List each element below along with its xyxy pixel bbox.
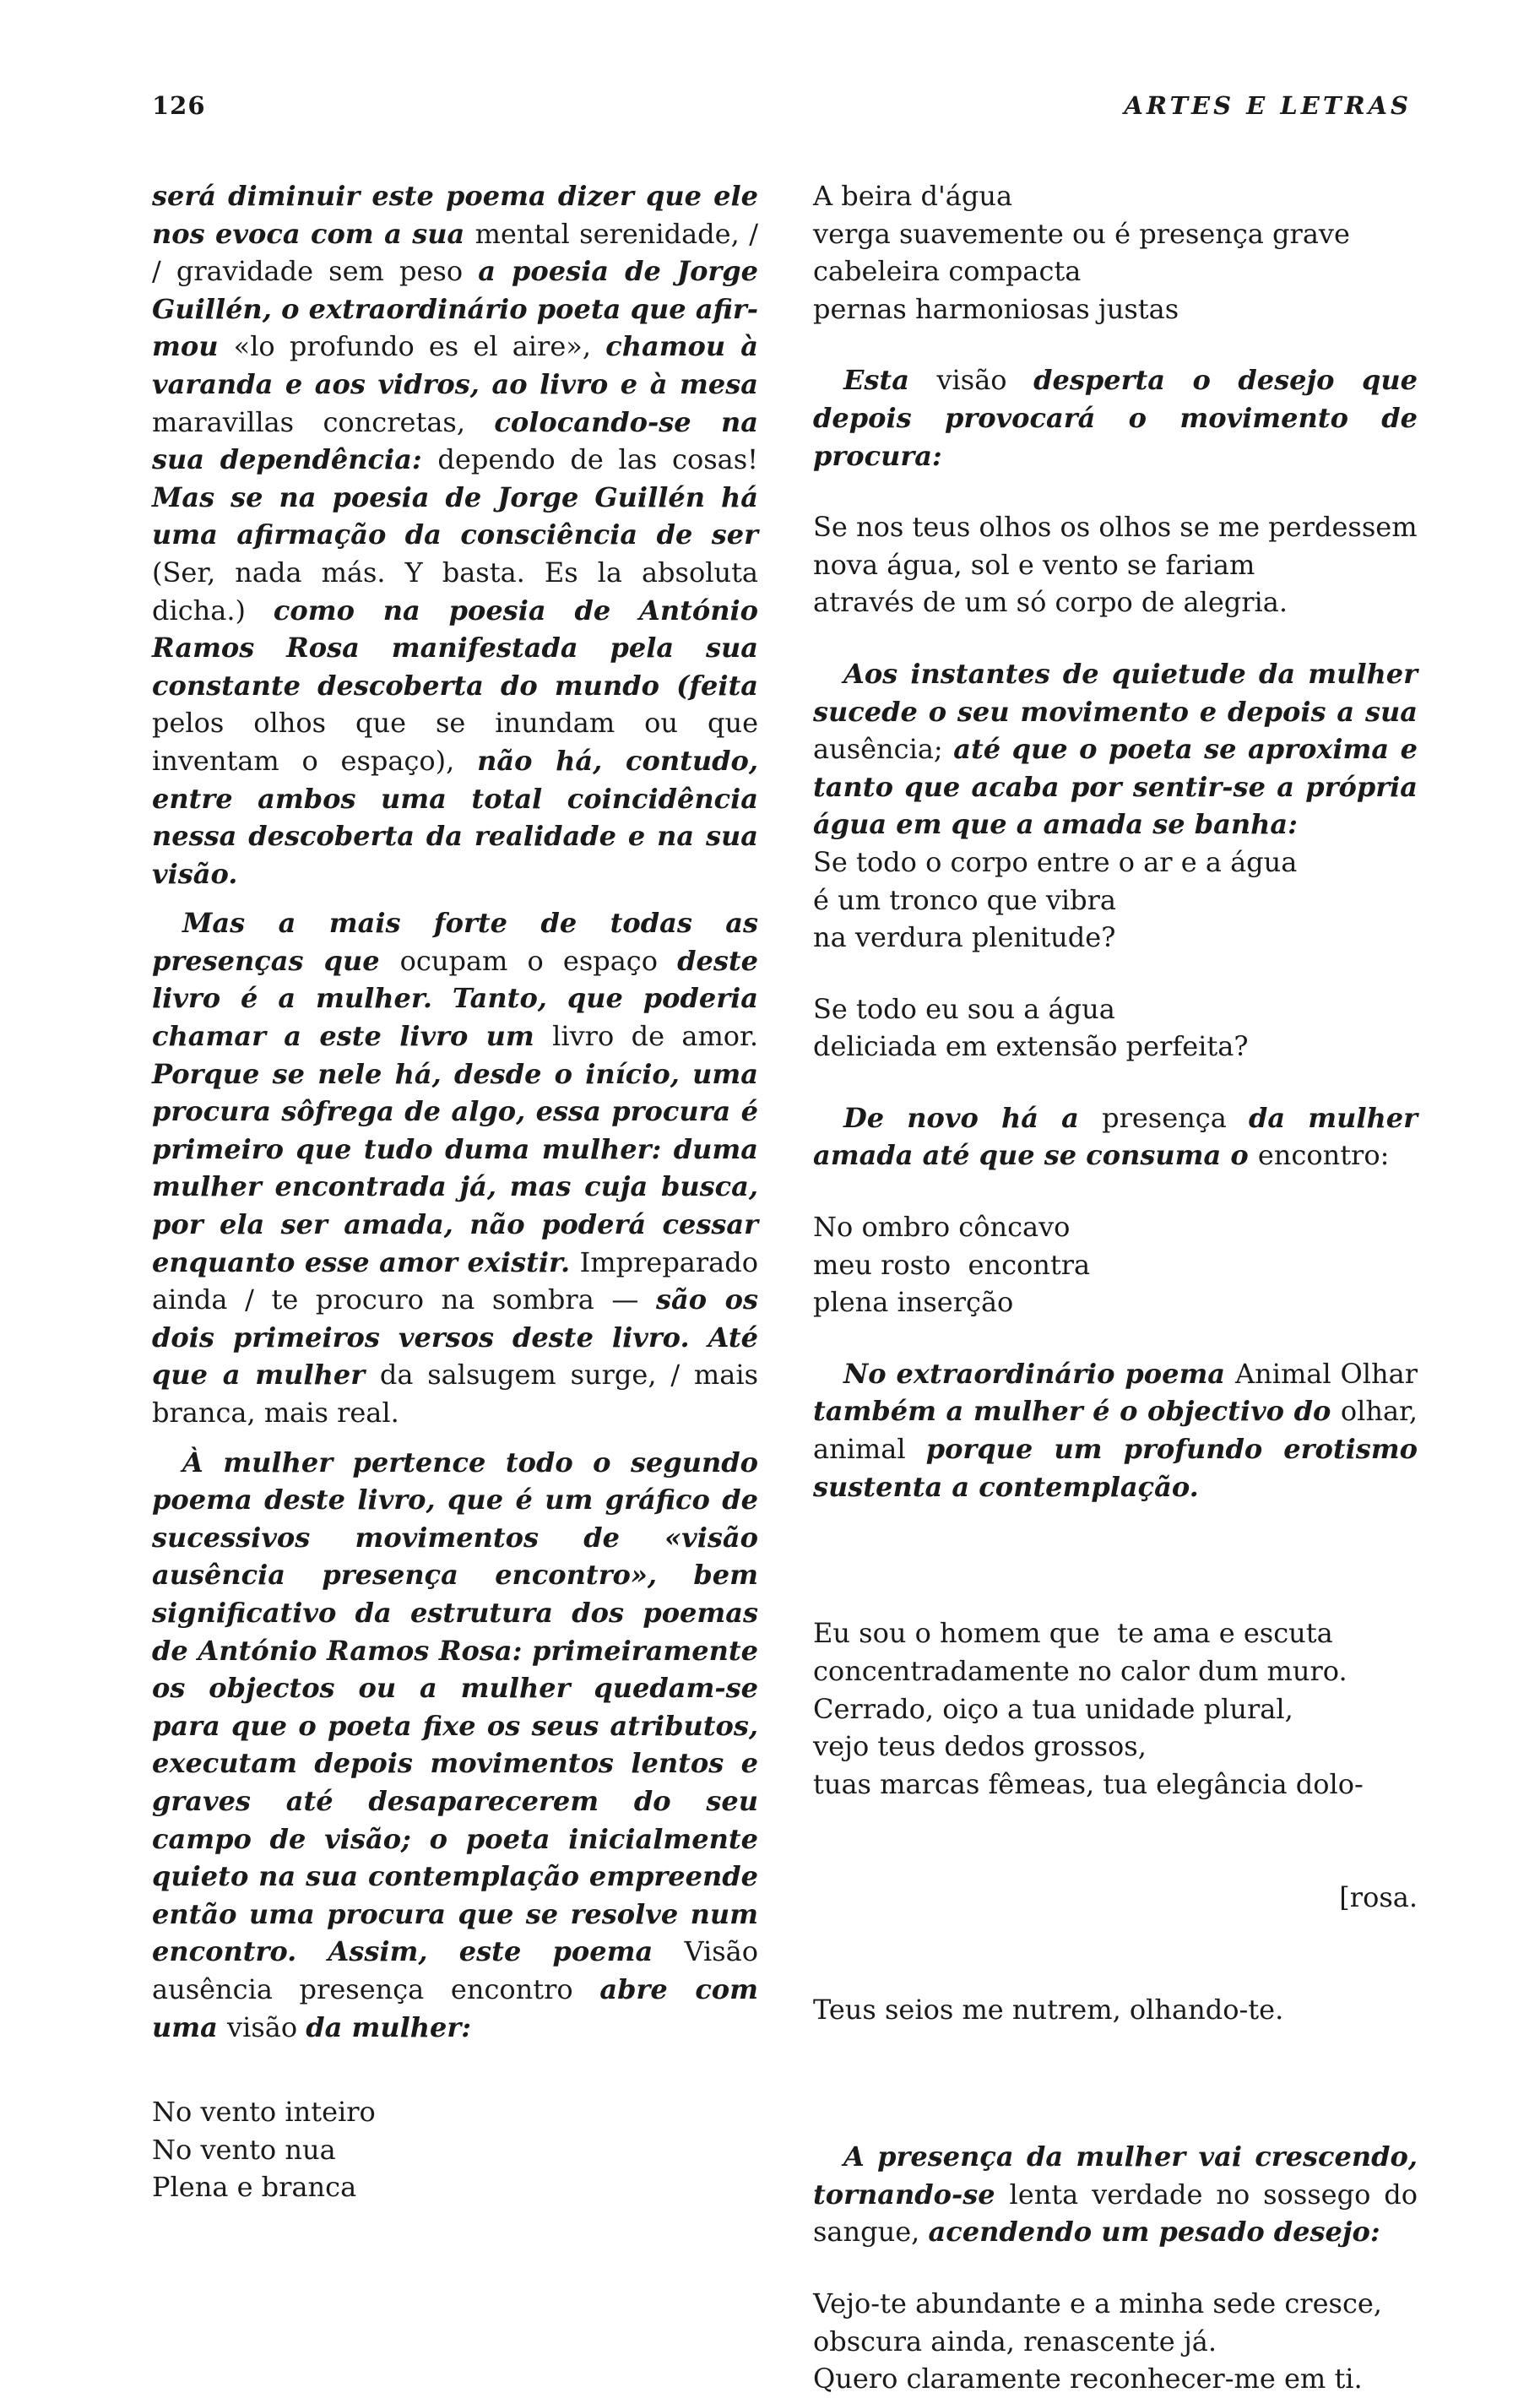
text-run: desperta o desejo que depois provocará o movimento de procura:: [813, 364, 1418, 472]
text-run: No extraordinário poema: [843, 1357, 1235, 1390]
page-number: 126: [152, 91, 206, 120]
text-run: Mas se na poesia de Jorge Guillén há uma afirmação da consciência de ser: [152, 480, 758, 551]
text-run: À mulher pertence todo o segundo poema deste livro, que é um gráfico de sucessivos movimentos de «visão ausência presença encontro», bem significativo da estrutura dos poemas de António Ramos Rosa: primeiramente os objectos ou a mulher quedam-se para que o poeta fixe os seus atributos, executam depois movimentos lentos e graves até desaparecerem do seu campo de visão; o poeta inicialmente quieto na sua contemplação empreende então uma procura que se resolve num encontro. Assim, este poema: [152, 1446, 758, 1968]
paragraph: [813, 1355, 1418, 1506]
verse-line: Se todo eu sou a água: [813, 992, 1115, 1025]
verse-line: pernas harmoniosas justas: [813, 292, 1179, 325]
paragraph: [152, 904, 758, 1431]
verse-line: obscura ainda, renascente já.: [813, 2325, 1217, 2357]
text-run: Impreparado ainda / te procuro na sombra —: [152, 1245, 758, 1316]
verse-line: Se todo o corpo entre o ar e a água: [813, 845, 1298, 878]
verse-line: concentradamente no calor dum muro.: [813, 1655, 1348, 1687]
verse-quote: [813, 508, 1418, 621]
verse-line: cabeleira compacta: [813, 255, 1082, 288]
paragraph: [813, 361, 1418, 475]
text-run: Porque se nele há, desde o início, uma procura sôfrega de algo, essa procura é primeiro que tudo duma mulher: duma mulher encontrada já, mas cuja busca, por ela ser amada, não poderá cessar enquanto esse amor existir.: [152, 1057, 758, 1278]
paragraph: [813, 1099, 1418, 1175]
left-column: [152, 177, 758, 2206]
text-run: até que o poeta se aproxima e tanto que acaba por sentir-se a própria água em que a amada se banha:: [813, 733, 1418, 841]
paragraph: [152, 1444, 758, 2047]
verse-line: No ombro côncavo: [813, 1211, 1071, 1244]
verse-line: Se nos teus olhos os olhos se me perdessem: [813, 511, 1418, 544]
text-run: não há, contudo, entre ambos uma total coincidência nessa descoberta da realidade e na sua visão.: [152, 744, 759, 890]
verse-line: Quero claramente reconhecer-me em ti.: [813, 2363, 1363, 2395]
running-title: ARTES E LETRAS: [1124, 91, 1412, 120]
verse-quote: [813, 844, 1418, 957]
text-run: a poesia de Jorge Guillén, o extraordinário poeta que afirmou: [152, 255, 759, 363]
verse-line: plena inserção: [813, 1286, 1014, 1319]
verse-line: Vejo-te abundante e a minha sede cresce,: [813, 2287, 1382, 2319]
verse-quote: [813, 1208, 1418, 1321]
text-run: visão: [227, 2010, 306, 2043]
text-run: Mas a mais forte de todas as presenças que: [152, 907, 758, 977]
text-run: De novo há a: [843, 1101, 1103, 1134]
verse-line: Plena e branca: [152, 2171, 357, 2204]
text-run: Animal Olhar: [1234, 1357, 1418, 1390]
text-run: A presença da mulher vai crescendo, tornando-se: [813, 2140, 1418, 2211]
text-run: mental serenidade, / / gravidade sem peso: [152, 217, 759, 288]
text-run: maravillas concretas,: [152, 405, 495, 438]
verse-line-continuation: [rosa.: [1339, 1880, 1418, 1913]
verse-line: No vento inteiro: [152, 2096, 376, 2129]
text-run: pelos olhos que se inundam ou que inventam o espaço),: [152, 707, 758, 777]
text-run: abre com uma: [152, 1972, 759, 2043]
verse-line: verga suavemente ou é presença grave: [813, 217, 1350, 250]
text-run: colocando-se na sua dependência:: [152, 405, 759, 476]
text-run: da mulher amada até que se consuma o: [813, 1101, 1418, 1172]
text-run: encontro:: [1257, 1139, 1390, 1172]
text-run: Visão ausência presença encontro: [152, 1935, 758, 2005]
text-run: da mulher:: [306, 2010, 472, 2043]
verse-quote: [152, 2093, 758, 2206]
text-run: chamou à varanda e aos vidros, ao livro e à mesa: [152, 330, 759, 400]
verse-quote: [813, 177, 1418, 328]
text-run: ausência;: [813, 733, 954, 766]
verse-line: Cerrado, oiço a tua unidade plural,: [813, 1692, 1293, 1725]
text-run: Esta: [843, 364, 937, 397]
verse-line: Eu sou o homem que te ama e escuta: [813, 1617, 1333, 1650]
page-header: [0, 91, 1540, 133]
text-run: como na poesia de António Ramos Rosa manifestada pela sua constante descoberta do mundo (feita: [152, 594, 759, 702]
verse-line: é um tronco que vibra: [813, 883, 1116, 916]
text-run: deste livro é a mulher. Tanto, que poderia chamar a este livro um: [152, 944, 758, 1053]
text-run: «lo profundo es el aire»,: [233, 330, 606, 363]
text-run: Aos instantes de quietude da mulher sucede o seu movimento e depois a sua: [813, 657, 1418, 728]
right-column: [813, 177, 1418, 2398]
paragraph: [813, 2138, 1418, 2251]
text-run: lenta verdade no sossego do sangue,: [813, 2178, 1418, 2249]
verse-line: A beira d'água: [813, 180, 1013, 212]
text-run: será diminuir este poema dizer que ele nos evoca com a sua: [152, 180, 758, 250]
text-run: presença: [1102, 1101, 1249, 1134]
verse-line: através de um só corpo de alegria.: [813, 586, 1288, 619]
verse-line: meu rosto encontra: [813, 1248, 1091, 1281]
verse-line: No vento nua: [152, 2133, 336, 2166]
verse-quote: [813, 1539, 1418, 2104]
verse-line: tuas marcas fêmeas, tua elegância dolo-: [813, 1767, 1364, 1800]
text-run: olhar, animal: [813, 1395, 1418, 1466]
text-run: porque um profundo erotismo sustenta a contemplação.: [813, 1433, 1418, 1503]
text-run: dependo de las cosas!: [437, 443, 759, 476]
verse-quote: [813, 2285, 1418, 2398]
verse-quote: [813, 990, 1418, 1066]
verse-line: na verdura plenitude?: [813, 921, 1116, 954]
verse-line: Teus seios me nutrem, olhando-te.: [813, 1994, 1284, 2026]
verse-line: vejo teus dedos grossos,: [813, 1730, 1147, 1763]
text-run: livro de amor.: [552, 1020, 759, 1053]
paragraph: [813, 655, 1418, 844]
verse-line: deliciada em extensão perfeita?: [813, 1030, 1249, 1063]
text-run: (Ser, nada más. Y basta. Es la absoluta dicha.): [152, 556, 758, 627]
text-run: visão: [936, 364, 1034, 397]
text-run: também a mulher é o objectivo do: [813, 1395, 1341, 1428]
text-run: ocupam o espaço: [399, 944, 678, 977]
text-run: acendendo um pesado desejo:: [928, 2216, 1380, 2249]
paragraph: [152, 177, 758, 892]
text-run: são os dois primeiros versos deste livro. Até que a mulher: [152, 1283, 759, 1392]
text-run: da salsugem surge, / mais branca, mais real.: [152, 1359, 759, 1429]
verse-lines: [813, 1614, 1418, 1803]
verse-line: nova água, sol e vento se fariam: [813, 548, 1255, 581]
